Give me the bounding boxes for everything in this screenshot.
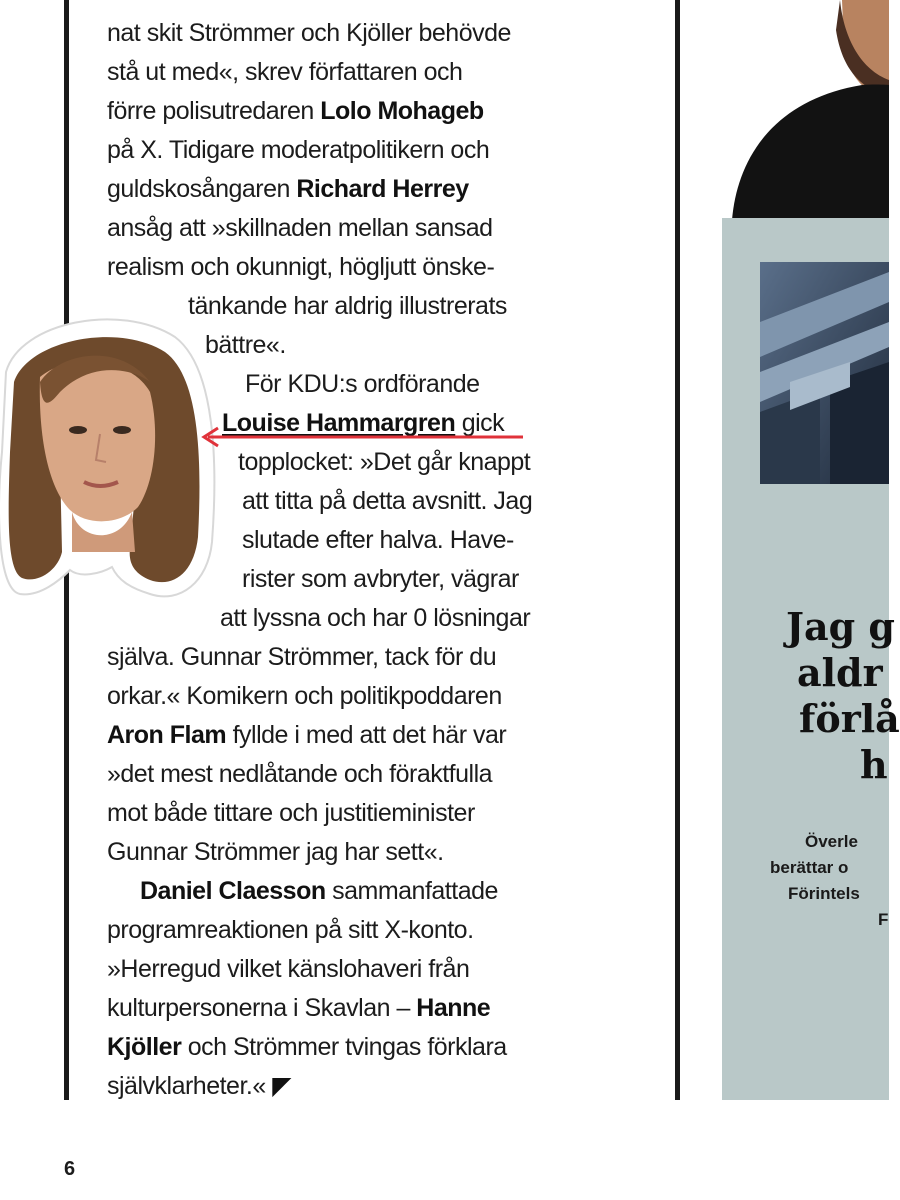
article-line [107,131,489,170]
text-run: nat skit Strömmer och Kjöller behövde [107,19,511,47]
article-line [107,1028,507,1067]
sidebar-headline-line-3: förlå [799,696,900,741]
bold-name: Hanne [416,994,491,1022]
bold-name: Daniel Claesson [140,877,326,905]
text-run: på X. Tidigare moderatpolitikern och [107,136,490,164]
bold-name: Louise Hammargren [222,409,456,437]
text-run: självklarheter.« [107,1072,273,1100]
article-line [107,716,506,755]
man-photo [732,0,889,220]
article-line [242,521,514,560]
text-run: realism och okunnigt, högljutt önske- [107,253,495,281]
sidebar-headline-line-1: Jag g [786,604,895,649]
bold-name: Aron Flam [107,721,227,749]
article-line [242,560,519,599]
text-run: gick [455,409,505,437]
article-line [107,638,496,677]
text-run: att lyssna och har 0 lösningar [220,604,531,632]
article-line [107,911,474,950]
text-run: stå ut med«, skrev författaren och [107,58,463,86]
text-run: orkar.« Komikern och politikpoddaren [107,682,502,710]
text-run: tänkande har aldrig illustrerats [188,292,507,320]
article-line [107,92,484,131]
article-line [107,53,462,92]
page-number: 6 [64,1158,76,1180]
text-run: och Strömmer tvingas förklara [181,1033,507,1061]
text-run: rister som avbryter, vägrar [242,565,519,593]
article-line [107,794,475,833]
bold-name: ◤ [272,1072,291,1100]
text-run: förre polisutredaren [107,97,321,125]
article-line [220,599,530,638]
text-run: För KDU:s ordförande [245,370,480,398]
bold-name: Lolo Mohageb [320,97,484,125]
pointer-arrow-icon [198,425,528,455]
text-run: guldskosångaren [107,175,297,203]
bold-name: Kjöller [107,1033,182,1061]
text-run: fyllde i med att det här var [226,721,507,749]
text-run: »Herregud vilket känslohaveri från [107,955,470,983]
text-run: ansåg att »skillnaden mellan sansad [107,214,493,242]
memorial-photo [760,262,889,484]
article-line [107,170,469,209]
portrait-image [0,312,215,602]
sidebar-headline-line-4: h [860,742,888,787]
text-run: »det mest nedlåtande och föraktfulla [107,760,493,788]
article-line [107,755,492,794]
sidebar-sub-line-4: F [878,910,889,929]
text-run: slutade efter halva. Have- [242,526,514,554]
sidebar-sub-line-3: Förintels [788,884,860,903]
text-run: sammanfattade [325,877,498,905]
article-line [140,872,498,911]
text-run: programreaktionen på sitt X-konto. [107,916,474,944]
text-run: bättre«. [205,331,286,359]
text-run: mot både tittare och justitieminister [107,799,475,827]
article-line [107,677,502,716]
article-line [107,209,493,248]
article-line [107,14,511,53]
text-run: kulturpersonerna i Skavlan – [107,994,417,1022]
article-line [107,833,444,872]
text-run: Gunnar Strömmer jag har sett«. [107,838,444,866]
article-line [242,482,532,521]
bold-name: Richard Herrey [296,175,469,203]
article-line [107,950,469,989]
sidebar-sub-line-1: Överle [805,832,858,851]
sidebar-headline-line-2: aldr [797,650,883,695]
article-line [205,326,286,365]
text-run: topplocket: »Det går knappt [238,448,531,476]
sidebar-sub-line-2: berättar o [770,858,849,877]
article-line [107,1067,291,1106]
article-line [188,287,507,326]
article-line [107,248,494,287]
article-line [107,989,490,1028]
text-run: att titta på detta avsnitt. Jag [242,487,533,515]
text-run: själva. Gunnar Strömmer, tack för du [107,643,497,671]
article-line [245,365,480,404]
